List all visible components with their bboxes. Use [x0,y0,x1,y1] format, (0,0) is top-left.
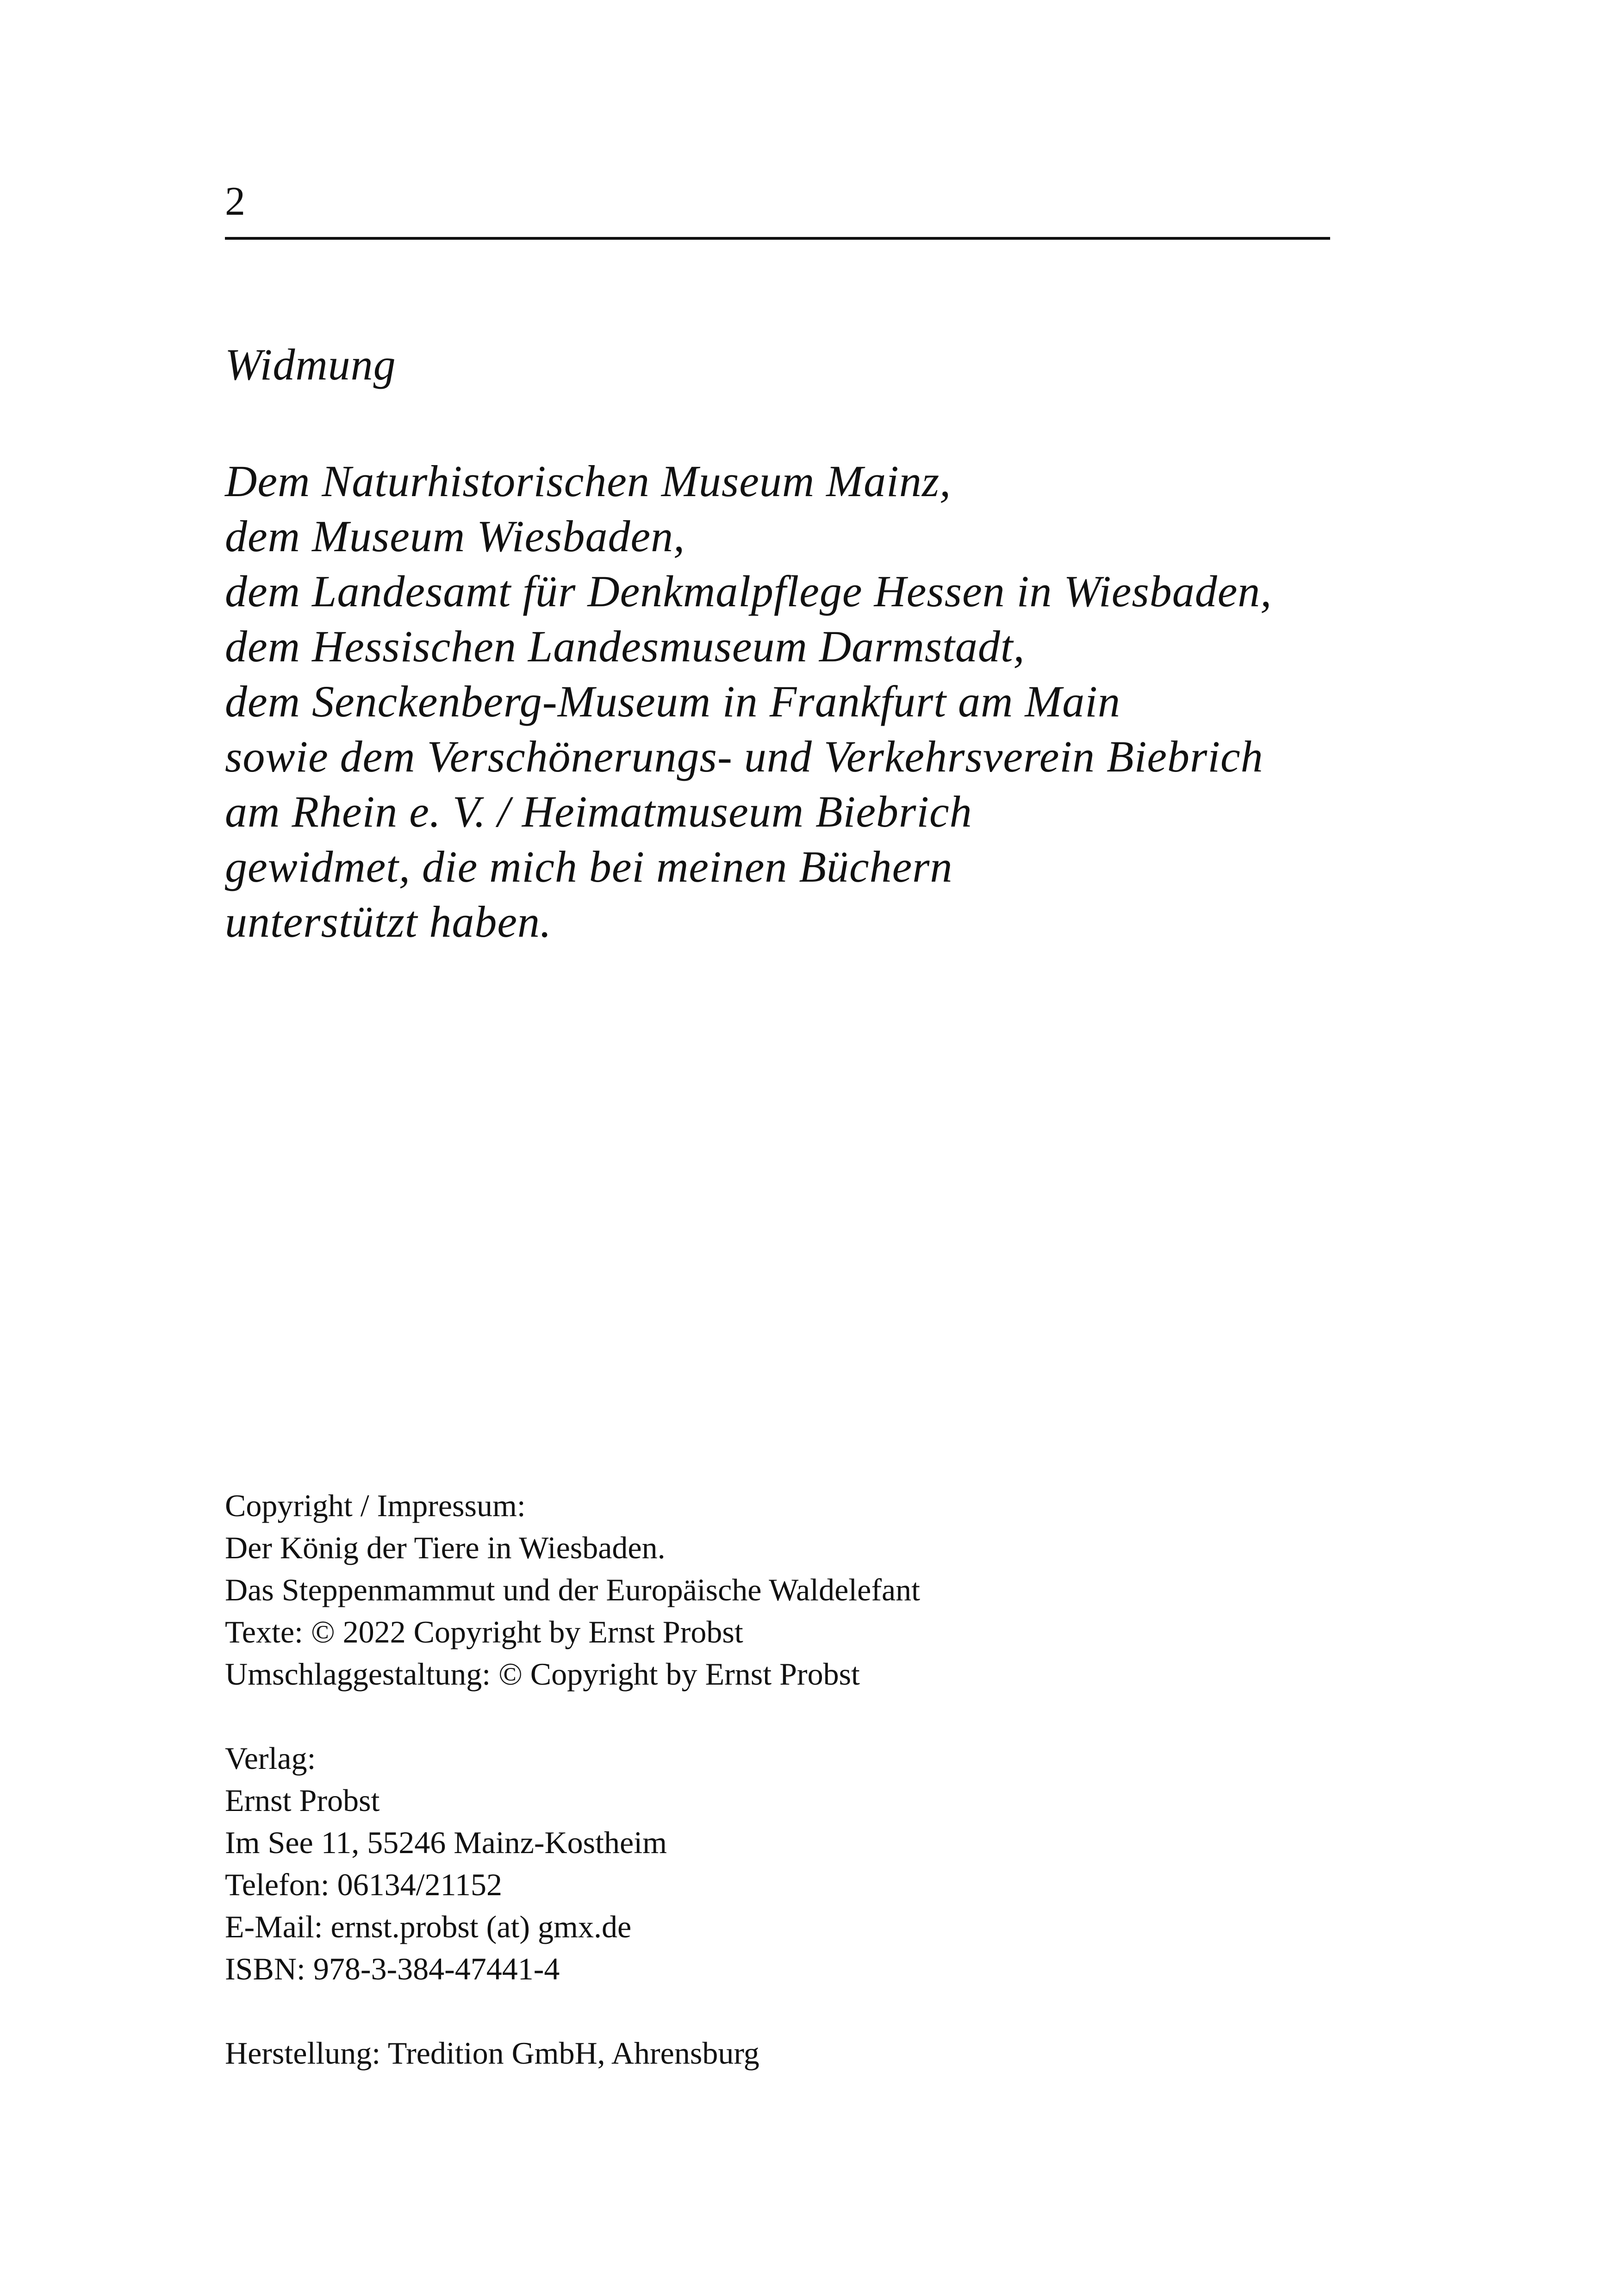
page-number: 2 [225,179,245,224]
publisher-address: Im See 11, 55246 Mainz-Kostheim [225,1825,667,1860]
imprint [225,1485,920,2074]
publisher-name: Ernst Probst [225,1783,380,1818]
dedication-line: Dem Naturhistorischen Museum Mainz, [225,456,952,506]
production-credit: Herstellung: Tredition GmbH, Ahrensburg [225,2035,759,2071]
publisher-phone: Telefon: 06134/21152 [225,1867,502,1902]
book-title: Der König der Tiere in Wiesbaden. [225,1530,666,1565]
dedication-line: dem Landesamt für Denkmalpflege Hessen in Wiesbaden, [225,566,1272,616]
cover-copyright: Umschlaggestaltung: © Copyright by Ernst Probst [225,1656,860,1692]
spacer [225,1695,920,1737]
text-copyright: Texte: © 2022 Copyright by Ernst Probst [225,1614,743,1649]
dedication-text [225,454,1272,949]
copyright-heading: Copyright / Impressum: [225,1488,526,1523]
dedication-line: am Rhein e. V. / Heimatmuseum Biebrich [225,787,972,836]
spacer [225,1990,920,2032]
publisher-email: E-Mail: ernst.probst (at) gmx.de [225,1909,632,1944]
dedication-heading: Widmung [225,340,396,389]
dedication-line: unterstützt haben. [225,897,552,946]
dedication-line: gewidmet, die mich bei meinen Büchern [225,842,953,891]
header-rule [225,237,1330,240]
dedication-line: sowie dem Verschönerungs- und Verkehrsverein Biebrich [225,732,1263,781]
dedication-line: dem Hessischen Landesmuseum Darmstadt, [225,622,1025,671]
publisher-heading: Verlag: [225,1741,316,1776]
isbn: ISBN: 978-3-384-47441-4 [225,1951,560,1986]
dedication-line: dem Museum Wiesbaden, [225,511,685,561]
book-subtitle: Das Steppenmammut und der Europäische Waldelefant [225,1572,921,1607]
dedication-line: dem Senckenberg-Museum in Frankfurt am Main [225,677,1120,726]
